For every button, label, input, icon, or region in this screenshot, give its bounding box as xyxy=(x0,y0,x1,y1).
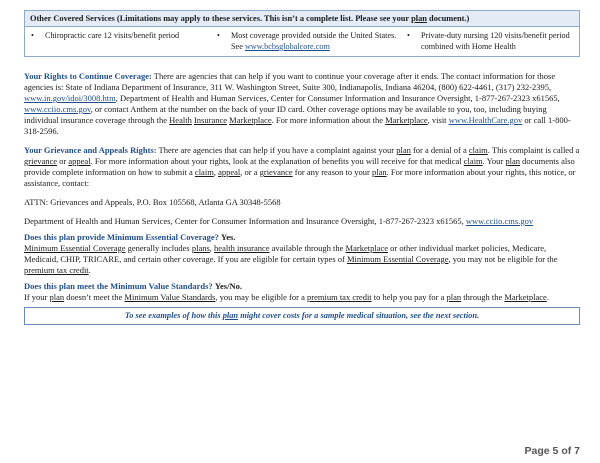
grievance-appeals-paragraph: Your Grievance and Appeals Rights: There are agencies that can help if you have a complaint against your plan for a denial of a claim. This complaint is called a grievance or appeal. For more information about your rights, look at the explanation of benefits you will receive for that medical claim. Your plan documents also provide complete information on how to submit a claim, appeal, or a grievance for any reason to your plan. For more information about your rights, this notice, or assistance, contact: xyxy=(24,145,580,188)
cciio-link[interactable]: www.cciio.cms.gov xyxy=(24,104,91,114)
service-item-outside-us: • Most coverage provided outside the United States. See www.bcbsglobalcore.com xyxy=(217,31,397,51)
mec-answer: Yes. xyxy=(221,232,236,242)
attn-address: ATTN: Grievances and Appeals, P.O. Box 105568, Atlanta GA 30348-5568 xyxy=(24,197,281,207)
grievance-heading: Your Grievance and Appeals Rights: xyxy=(24,145,157,155)
see-examples-banner: To see examples of how this plan might cover costs for a sample medical situation, see the next section. xyxy=(24,307,580,325)
bullet-icon: • xyxy=(31,31,34,40)
in-gov-idoi-link[interactable]: www.in.gov/idoi/3008.htm xyxy=(24,93,116,103)
minimum-value-standards-section: Does this plan meet the Minimum Value Standards? Yes/No. If your plan doesn’t meet the Minimum Value Standards, you may be eligible for a premium tax credit to help you pay for a plan through the Marketplace. xyxy=(24,281,549,302)
service-item-private-duty-nursing: • Private-duty nursing 120 visits/benefit period combined with Home Health xyxy=(407,31,570,51)
mvs-answer: Yes/No. xyxy=(214,281,242,291)
bullet-icon: • xyxy=(217,31,220,40)
mec-question: Does this plan provide Minimum Essential Coverage? xyxy=(24,232,219,242)
document-page xyxy=(24,10,580,325)
rights-to-continue-coverage-paragraph: Your Rights to Continue Coverage: There are agencies that can help if you want to continue your coverage after it ends. The contact information for those agencies is: State of Indiana Department of Insurance, 311 W. Washington Street, Suite 300, Indianapolis, Indiana 46204, (800) 622-4461, (317) 232-2395, www.in.gov/idoi/3008.htm, Department of Health and Human Services, Center for Consumer Information and Insurance Oversight, 1-877-267-2323 x61565, www.cciio.cms.gov, or contact Anthem at the number on the back of your ID card. Other coverage options may be available to you, too, including buying individual insurance coverage through the Health Insurance Marketplace. For more information about the Marketplace, visit www.HealthCare.gov or call 1-800-318-2596. xyxy=(24,71,571,136)
other-covered-services-header: Other Covered Services (Limitations may apply to these services. This isn’t a complete list. Please see your plan document.) xyxy=(25,11,579,27)
service-item-chiropractic: • Chiropractic care 12 visits/benefit period xyxy=(31,30,217,52)
bcbs-global-core-link[interactable]: www.bcbsglobalcore.com xyxy=(244,42,330,51)
other-covered-services-table xyxy=(24,10,580,57)
other-covered-services-row xyxy=(25,27,579,56)
cciio-link-2[interactable]: www.cciio.cms.gov xyxy=(465,216,534,226)
rights-heading: Your Rights to Continue Coverage: xyxy=(24,71,152,81)
healthcare-gov-link[interactable]: www.HealthCare.gov xyxy=(448,115,523,125)
page-number: Page 5 of 7 xyxy=(524,445,580,457)
bullet-icon: • xyxy=(407,31,410,40)
plan-term-link[interactable]: plan xyxy=(411,14,427,23)
minimum-essential-coverage-section: Does this plan provide Minimum Essential Coverage? Yes. Minimum Essential Coverage generally includes plans, health insurance available through the Marketplace or other individual market policies, Medicare, Medicaid, CHIP, TRICARE, and certain other coverage. If you are eligible for certain types of Minimum Essential Coverage, you may not be eligible for the premium tax credit. xyxy=(24,232,558,275)
mvs-question: Does this plan meet the Minimum Value Standards? xyxy=(24,281,213,291)
dept-hhs-contact: Department of Health and Human Services, Center for Consumer Information and Insurance Oversight, 1-877-267-2323 x61565, www.cciio.cms.gov xyxy=(24,216,534,226)
